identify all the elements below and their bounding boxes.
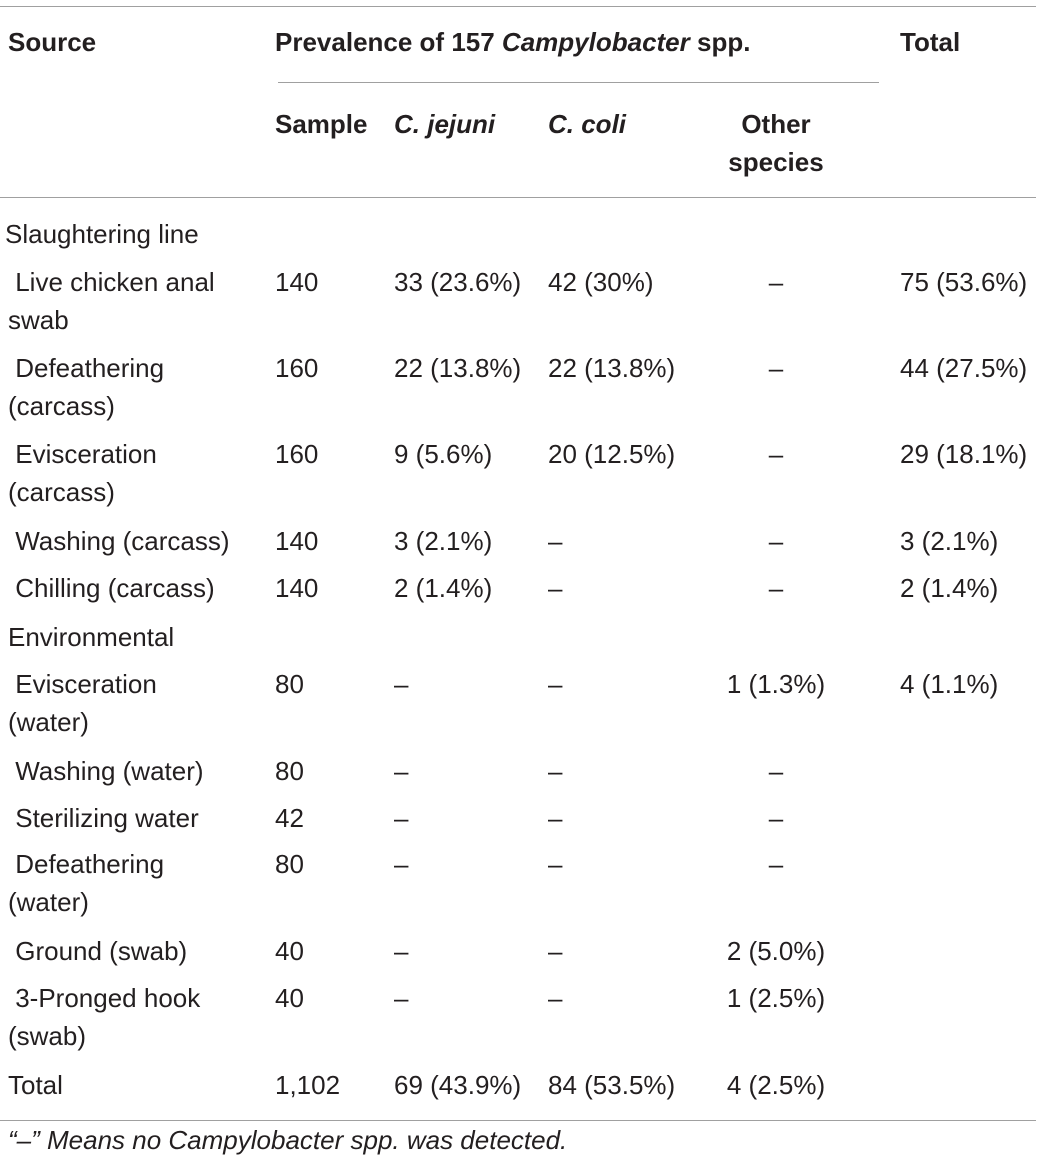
cell-ccoli: 42 (30%)	[548, 267, 654, 297]
total-row-cjejuni: 69 (43.9%)	[394, 1070, 522, 1100]
cell-cjejuni: 33 (23.6%)	[394, 267, 522, 297]
cell-other-species: –	[768, 526, 784, 556]
cell-other-species: –	[768, 849, 784, 879]
cell-sample: 160	[275, 439, 319, 469]
cell-other-species: –	[768, 267, 784, 297]
cell-ccoli: –	[548, 936, 563, 966]
section-environmental: Environmental	[8, 622, 175, 652]
row-label-continued: (carcass)	[8, 477, 115, 507]
cell-sample: 80	[275, 849, 304, 879]
row-label: Live chicken anal	[8, 267, 215, 297]
cell-ccoli: –	[548, 756, 563, 786]
cell-total: 44 (27.5%)	[900, 353, 1028, 383]
section-slaughtering-line: Slaughtering line	[5, 219, 199, 249]
header-other-line2: species	[728, 147, 824, 177]
header-cjejuni: C. jejuni	[394, 109, 496, 139]
cell-sample: 80	[275, 669, 304, 699]
cell-cjejuni: –	[394, 849, 409, 879]
cell-sample: 42	[275, 803, 304, 833]
cell-sample: 160	[275, 353, 319, 383]
total-row-label: Total	[8, 1070, 63, 1100]
cell-ccoli: 20 (12.5%)	[548, 439, 676, 469]
cell-cjejuni: 2 (1.4%)	[394, 573, 493, 603]
row-label: Ground (swab)	[8, 936, 188, 966]
cell-total: 4 (1.1%)	[900, 669, 999, 699]
cell-ccoli: 22 (13.8%)	[548, 353, 676, 383]
bottom-rule	[0, 1120, 1036, 1121]
row-label: Washing (water)	[8, 756, 204, 786]
cell-sample: 140	[275, 267, 319, 297]
cell-sample: 80	[275, 756, 304, 786]
row-label-continued: (swab)	[8, 1021, 87, 1051]
cell-sample: 40	[275, 936, 304, 966]
total-row-sample: 1,102	[275, 1070, 341, 1100]
row-label: Chilling (carcass)	[8, 573, 215, 603]
row-label-continued: (water)	[8, 707, 89, 737]
header-ccoli: C. coli	[548, 109, 627, 139]
cell-cjejuni: 9 (5.6%)	[394, 439, 493, 469]
cell-sample: 140	[275, 573, 319, 603]
row-label: Defeathering	[8, 849, 165, 879]
cell-ccoli: –	[548, 803, 563, 833]
cell-ccoli: –	[548, 849, 563, 879]
cell-total: 3 (2.1%)	[900, 526, 999, 556]
cell-other-species: 1 (2.5%)	[726, 983, 826, 1013]
cell-ccoli: –	[548, 669, 563, 699]
total-row-other: 4 (2.5%)	[726, 1070, 826, 1100]
cell-other-species: –	[768, 803, 784, 833]
cell-sample: 40	[275, 983, 304, 1013]
cell-total: 29 (18.1%)	[900, 439, 1028, 469]
row-label: Evisceration	[8, 669, 157, 699]
cell-other-species: –	[768, 756, 784, 786]
cell-sample: 140	[275, 526, 319, 556]
cell-cjejuni: 3 (2.1%)	[394, 526, 493, 556]
row-label-continued: (carcass)	[8, 391, 115, 421]
cell-total: 75 (53.6%)	[900, 267, 1028, 297]
cell-cjejuni: 22 (13.8%)	[394, 353, 522, 383]
top-rule	[0, 6, 1036, 7]
cell-other-species: –	[768, 353, 784, 383]
cell-cjejuni: –	[394, 983, 409, 1013]
cell-other-species: 2 (5.0%)	[726, 936, 826, 966]
prevalence-rule	[278, 82, 879, 83]
cell-cjejuni: –	[394, 803, 409, 833]
cell-ccoli: –	[548, 526, 563, 556]
cell-cjejuni: –	[394, 936, 409, 966]
cell-other-species: –	[768, 573, 784, 603]
row-label: Sterilizing water	[8, 803, 199, 833]
total-row-ccoli: 84 (53.5%)	[548, 1070, 676, 1100]
row-label: Evisceration	[8, 439, 157, 469]
cell-other-species: –	[768, 439, 784, 469]
row-label: Washing (carcass)	[8, 526, 230, 556]
row-label: Defeathering	[8, 353, 165, 383]
header-bottom-rule	[0, 197, 1036, 198]
header-source: Source	[8, 27, 97, 57]
row-label-continued: (water)	[8, 887, 89, 917]
cell-cjejuni: –	[394, 756, 409, 786]
row-label: 3-Pronged hook	[8, 983, 201, 1013]
cell-ccoli: –	[548, 983, 563, 1013]
cell-other-species: 1 (1.3%)	[726, 669, 826, 699]
header-other-line1: Other	[741, 109, 811, 139]
header-prevalence-genus: Campylobacter	[501, 27, 690, 57]
header-total: Total	[900, 27, 961, 57]
header-sample: Sample	[275, 109, 368, 139]
header-prevalence	[275, 22, 750, 62]
cell-cjejuni: –	[394, 669, 409, 699]
header-prevalence-suffix: spp.	[689, 27, 751, 57]
header-prevalence-prefix: Prevalence of 157	[275, 27, 502, 57]
cell-total: 2 (1.4%)	[900, 573, 999, 603]
footnote: “–” Means no Campylobacter spp. was detected.	[8, 1125, 568, 1155]
cell-ccoli: –	[548, 573, 563, 603]
row-label-continued: swab	[8, 305, 69, 335]
